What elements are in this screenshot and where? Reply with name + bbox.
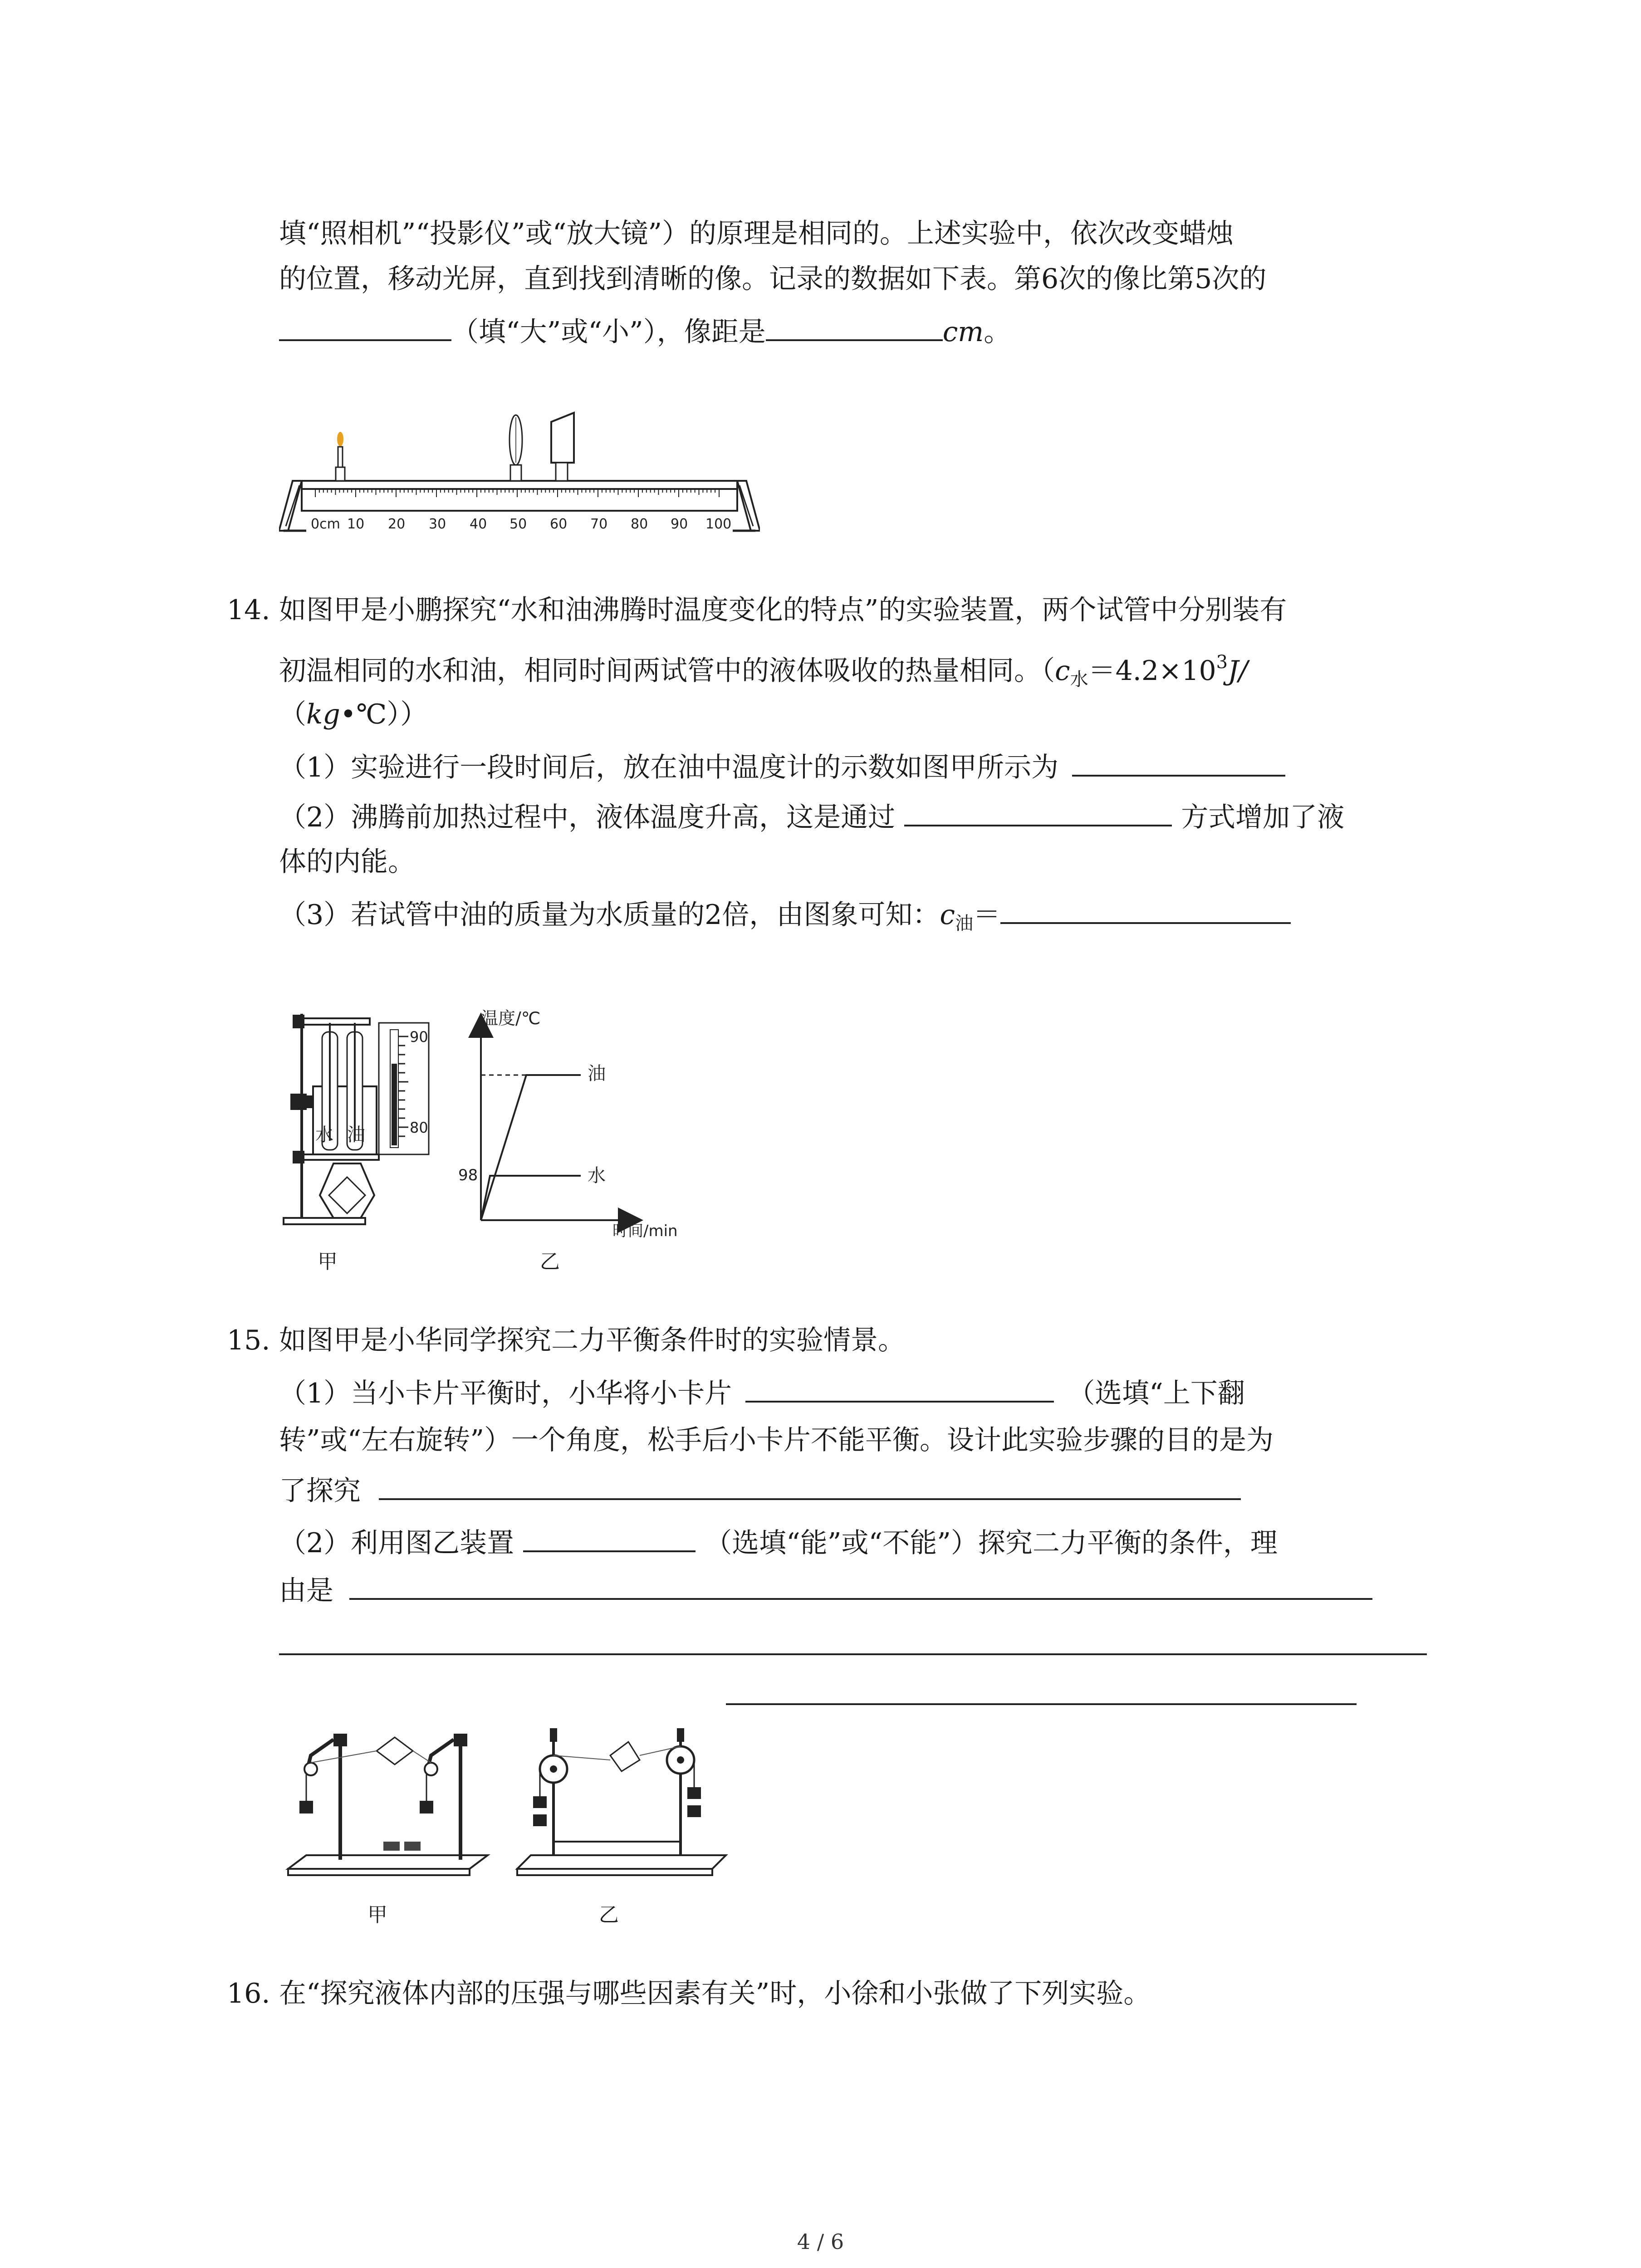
q15-blank-4[interactable] [349, 1572, 1372, 1600]
q15-line-1: 如图甲是小华同学探究二力平衡条件时的实验情景。 [279, 1325, 905, 1356]
q15-part-2: （2）利用图乙装置 （选填“能”或“不能”）探究二力平衡的条件，理 [279, 1524, 1278, 1561]
two-force-balance-figure-yi [508, 1719, 730, 1892]
q15-answer-line-1[interactable] [279, 1653, 1427, 1655]
water-label: 水 [315, 1124, 333, 1145]
ruler-label: 50 [509, 516, 527, 532]
q14-line-2: 初温相同的水和油，相同时间两试管中的液体吸收的热量相同。（$c_水=4.2\times 10^3J/$ [279, 652, 1248, 690]
oil-curve [481, 1075, 581, 1220]
q15-fig-jia-caption: 甲 [367, 1903, 387, 1926]
q14-line-3: （kg•℃）） [279, 699, 428, 730]
boiling-apparatus-figure [279, 1005, 442, 1241]
q14-part-3: （3）若试管中油的质量为水质量的2倍，由图象可知：$c_油=$ [279, 896, 1291, 942]
q15-blank-2[interactable] [379, 1472, 1241, 1500]
q15-fig-yi-caption: 乙 [599, 1903, 619, 1926]
q14-part-2-cont: 体的内能。 [279, 846, 415, 878]
graph-98-label: 98 [458, 1166, 478, 1184]
q13-line-1: 填“照相机”“投影仪”或“放大镜”）的原理是相同的。上述实验中，依次改变蜡烛 [279, 218, 1234, 249]
ruler-label: 60 [550, 516, 568, 532]
q15-part-2-cont: 由是 [279, 1572, 1372, 1609]
q15-part-1-cont: 转”或“左右旋转”）一个角度，松手后小卡片不能平衡。设计此实验步骤的目的是为 [279, 1424, 1274, 1456]
ruler-label: 10 [347, 516, 365, 532]
q13-line-2: 的位置，移动光屏，直到找到清晰的像。记录的数据如下表。第6次的像比第5次的 [279, 263, 1267, 295]
two-force-balance-figure-jia [279, 1719, 492, 1892]
q13-blank-image-distance[interactable] [766, 313, 943, 341]
temperature-time-graph [454, 1007, 708, 1238]
q15-blank-1[interactable] [745, 1374, 1054, 1403]
ruler-label: 80 [631, 516, 648, 532]
q14-fig-yi-caption: 乙 [540, 1250, 560, 1273]
candle [336, 432, 345, 481]
q14-fig-jia-caption: 甲 [318, 1250, 338, 1273]
q14-part-1: （1）实验进行一段时间后，放在油中温度计的示数如图甲所示为 [279, 748, 1285, 786]
q14-blank-3[interactable] [1000, 896, 1291, 924]
ruler-label: 0cm [311, 516, 340, 532]
q13-blank-size[interactable] [279, 313, 451, 341]
graph-y-label: 温度/℃ [481, 1008, 541, 1028]
q14-part-2: （2）沸腾前加热过程中，液体温度升高，这是通过 方式增加了液 [279, 798, 1344, 836]
graph-water-label: 水 [588, 1165, 606, 1186]
q14-line-1: 如图甲是小鹏探究“水和油沸腾时温度变化的特点”的实验装置，两个试管中分别装有 [279, 594, 1287, 626]
q13-line-3: （填“大”或“小”），像距是 cm。 [279, 313, 1011, 350]
oil-label: 油 [347, 1124, 365, 1145]
page-number: 4 / 6 [797, 2229, 844, 2254]
q14-blank-1[interactable] [1072, 748, 1285, 777]
q15-answer-line-2[interactable] [726, 1703, 1357, 1705]
ruler-label: 30 [429, 516, 446, 532]
water-curve [481, 1176, 581, 1220]
graph-oil-label: 油 [588, 1063, 606, 1084]
q15-number: 15. [227, 1325, 270, 1356]
ruler-label: 20 [388, 516, 406, 532]
q15-part-1: （1）当小卡片平衡时，小华将小卡片 （选填“上下翻 [279, 1374, 1245, 1412]
therm-80: 80 [410, 1119, 428, 1136]
ruler-label: 90 [671, 516, 688, 532]
optical-bench-figure [279, 404, 760, 540]
q14-number: 14. [227, 594, 270, 626]
q14-blank-2[interactable] [904, 798, 1172, 826]
ruler-label: 70 [590, 516, 608, 532]
q16-number: 16. [227, 1978, 270, 2009]
ruler-label: 40 [470, 516, 487, 532]
graph-x-label: 时间/min [612, 1222, 678, 1238]
therm-90: 90 [410, 1028, 428, 1046]
q15-blank-3[interactable] [523, 1524, 696, 1552]
convex-lens [509, 415, 522, 481]
ruler-label: 100 [705, 516, 732, 532]
light-screen [551, 413, 574, 481]
q16-line-1: 在“探究液体内部的压强与哪些因素有关”时，小徐和小张做了下列实验。 [279, 1978, 1151, 2009]
q15-part-1-cont2: 了探究 [279, 1472, 1241, 1509]
